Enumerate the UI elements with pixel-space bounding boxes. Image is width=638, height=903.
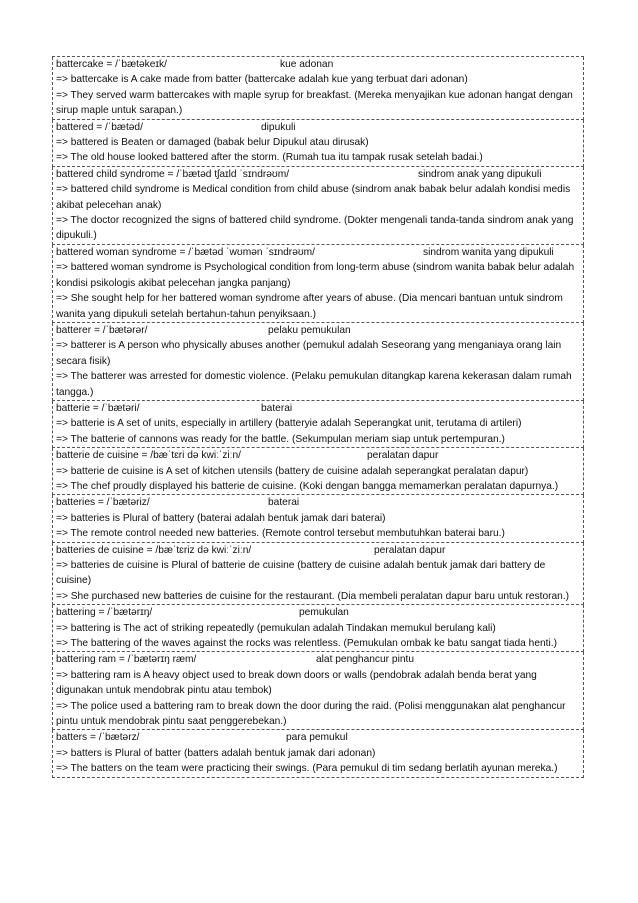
entry-example: => They served warm battercakes with maple syrup for breakfast. (Mereka menyajikan kue adonan hangat dengan sirup maple untuk sarapan.) [56,89,573,117]
entry-example: => The remote control needed new batteries. (Remote control tersebut membutuhkan baterai baru.) [56,528,505,540]
entry-example: => She sought help for her battered woman syndrome after years of abuse. (Dia mencari bantuan untuk sindrom wanita yang dipukuli setelah bertahun-tahun penyiksaan.) [56,293,563,320]
entry-head [56,120,581,135]
entry-term: batterie de cuisine = /bæˈtɛri də kwiːˈziːn/ [56,450,242,462]
entry-translation: alat penghancur pintu [316,654,414,666]
entry-definition: => battering ram is A heavy object used to break down doors or walls (pendobrak adalah benda berat yang digunakan untuk mendobrak pintu atau tembok) [56,669,537,697]
entry-example: => The battering of the waves against the rocks was relentless. (Pemukulan ombak ke batu sangat tiada henti.) [56,638,557,650]
entry-translation: pelaku pemukulan [268,324,351,336]
entry-batterie-de-cuisine [52,448,584,495]
entry-battered [52,120,584,167]
entry-definition: => battercake is A cake made from batter (battercake adalah kue yang terbuat dari adonan) [56,74,468,86]
entry-head [56,57,581,72]
entry-definition: => batterie is A set of units, especially in artillery (batteryie adalah Seperangkat unit, terutama di artileri) [56,418,522,430]
entry-example: => The chef proudly displayed his batterie de cuisine. (Koki dengan bangga memamerkan peralatan dapurnya.) [56,480,559,492]
vocabulary-table [52,56,584,778]
entry-batteries [52,495,584,542]
entry-batterie [52,401,584,448]
entry-definition: => batteries de cuisine is Plural of batterie de cuisine (battery de cuisine adalah bentuk jamak dari battery de cuisine) [56,560,546,587]
entry-term: batteries de cuisine = /bæˈtɛriz də kwiːˈziːn/ [56,544,252,556]
entry-example: => She purchased new batteries de cuisine for the restaurant. (Dia membeli peralatan dapur baru untuk restoran.) [56,590,570,602]
entry-translation: peralatan dapur [374,544,446,556]
entry-translation: kue adonan [280,59,334,70]
entry-translation: sindrom anak yang dipukuli [418,168,542,180]
entry-definition: => batterie de cuisine is A set of kitchen utensils (battery de cuisine adalah seperangkat peralatan dapur) [56,465,529,477]
entry-translation: pemukulan [299,607,349,619]
entry-term: battered = /ˈbætəd/ [56,121,143,133]
entry-head [56,323,581,338]
entry-term: battered woman syndrome = /ˈbætəd ˈwʊmən ˈsɪndrəʊm/ [56,246,315,258]
entry-translation: para pemukul [286,732,348,744]
entry-head [56,167,581,182]
entry-batteries-de-cuisine [52,543,584,606]
entry-translation: baterai [261,402,293,414]
entry-battered-woman-syndrome [52,245,584,323]
entry-translation: baterai [268,497,300,509]
entry-example: => The batterie of cannons was ready for the battle. (Sekumpulan meriam siap untuk pertempuran.) [56,433,505,445]
entry-example: => The batters on the team were practicing their swings. (Para pemukul di tim sedang berlatih ayunan mereka.) [56,763,558,775]
entry-definition: => batterer is A person who physically abuses another (pemukul adalah Seseorang yang menganiaya orang lain secara fisik) [56,340,562,367]
entry-definition: => battering is The act of striking repeatedly (pemukulan adalah Tindakan memukul berulang kali) [56,622,496,634]
entry-battering-ram [52,652,584,730]
entry-battering [52,605,584,652]
entry-head [56,730,581,745]
entry-head [56,448,581,463]
entry-translation: sindrom wanita yang dipukuli [422,246,554,258]
entry-term: batterie = /ˈbætəri/ [56,402,140,414]
entry-term: batters = /ˈbætərz/ [56,732,140,744]
entry-definition: => battered woman syndrome is Psychological condition from long-term abuse (sindrom wanita babak belur adalah kondisi psikologis akibat pelecehan jangka panjang) [56,262,575,289]
entry-term: batterer = /ˈbætərər/ [56,324,148,336]
entry-definition: => battered is Beaten or damaged (babak belur Dipukul atau dirusak) [56,137,369,149]
entry-term: battering ram = /ˈbætərɪŋ ræm/ [56,654,197,666]
entry-definition: => battered child syndrome is Medical condition from child abuse (sindrom anak babak belur adalah kondisi medis akibat pelecehan anak) [56,184,571,211]
entry-head [56,543,581,558]
entry-batterer [52,323,584,401]
entry-battercake [52,57,584,120]
entry-battered-child-syndrome [52,167,584,245]
entry-head [56,401,581,416]
entry-head [56,652,581,667]
entry-head [56,245,581,260]
entry-example: => The old house looked battered after the storm. (Rumah tua itu tampak rusak setelah badai.) [56,152,483,164]
entry-translation: dipukuli [261,121,296,133]
entry-definition: => batters is Plural of batter (batters adalah bentuk jamak dari adonan) [56,747,376,759]
entry-translation: peralatan dapur [367,450,439,462]
entry-example: => The doctor recognized the signs of battered child syndrome. (Dokter mengenali tanda-tanda sindrom anak yang dipukuli.) [56,215,574,242]
entry-head [56,495,581,510]
entry-batters [52,730,584,777]
entry-term: battered child syndrome = /ˈbætəd tʃaɪld ˈsɪndrəʊm/ [56,168,290,180]
entry-example: => The police used a battering ram to break down the door during the raid. (Polisi menggunakan alat penghancur pintu untuk mendobrak pintu saat penggerebekan.) [56,700,566,728]
entry-definition: => batteries is Plural of battery (baterai adalah bentuk jamak dari baterai) [56,512,386,524]
entry-term: battering = /ˈbætərɪŋ/ [56,607,153,619]
entry-example: => The batterer was arrested for domestic violence. (Pelaku pemukulan ditangkap karena kekerasan dalam rumah tangga.) [56,371,572,398]
entry-head [56,605,581,620]
entry-term: battercake = /ˈbætəkeɪk/ [56,59,167,70]
entry-term: batteries = /ˈbætəriz/ [56,497,150,509]
